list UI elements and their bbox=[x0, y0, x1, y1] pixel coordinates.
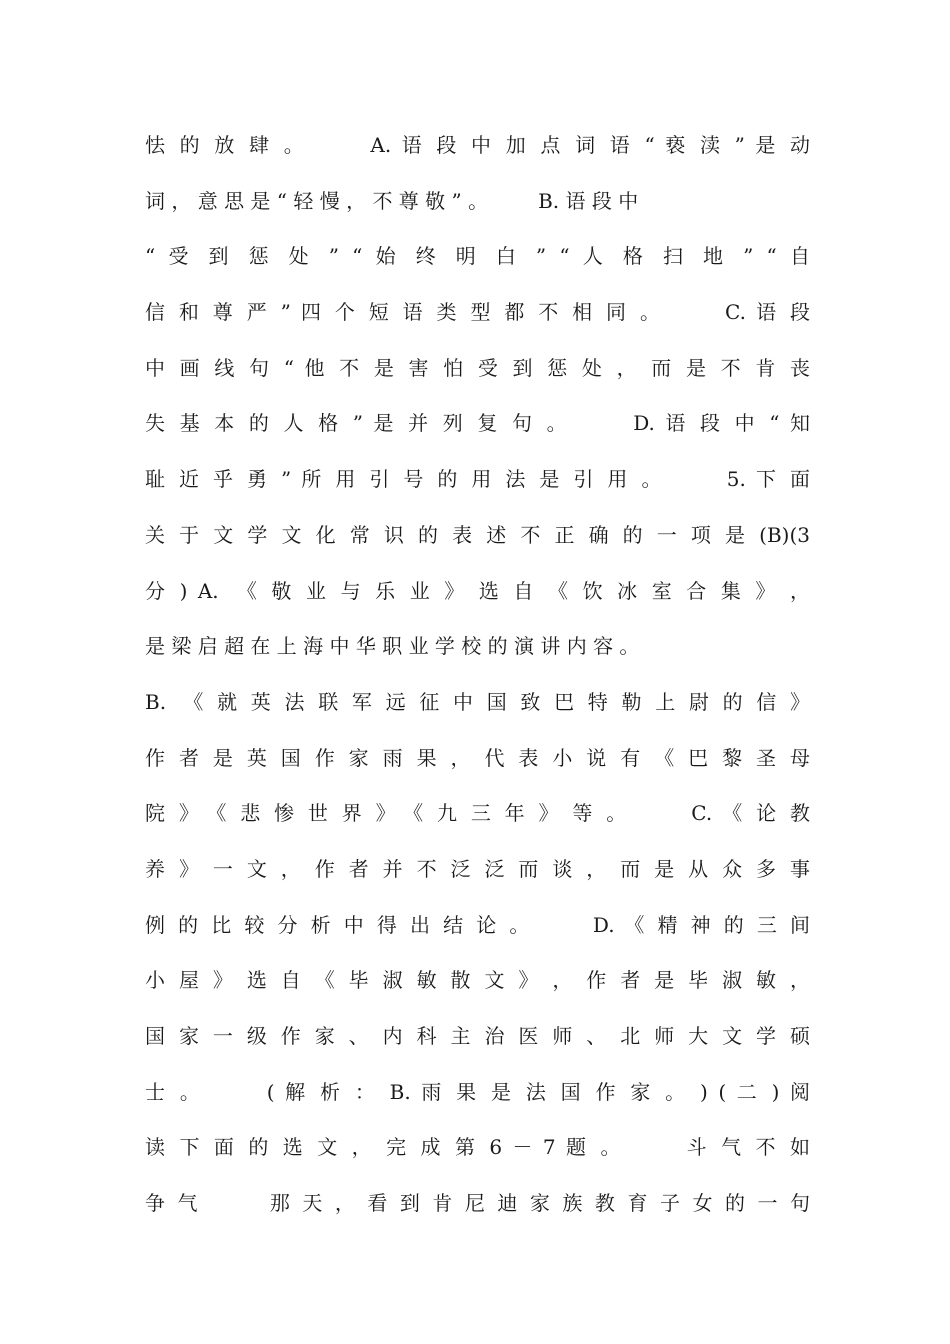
text-line: 读 下 面 的 选 文 ， 完 成 第 6 － 7 题 。 斗 气 不 如 bbox=[145, 1135, 810, 1160]
text-line: 例 的 比 较 分 析 中 得 出 结 论 。 D. 《 精 神 的 三 间 bbox=[145, 912, 810, 937]
text-line: 关 于 文 学 文 化 常 识 的 表 述 不 正 确 的 一 项 是 (B)(3 bbox=[145, 522, 810, 547]
text-line: B. 《 就 英 法 联 军 远 征 中 国 致 巴 特 勒 上 尉 的 信 》 bbox=[145, 689, 810, 714]
text-line: 小 屋 》 选 自 《 毕 淑 敏 散 文 》 ， 作 者 是 毕 淑 敏 ， bbox=[145, 968, 810, 993]
text-line: 耻 近 乎 勇 ” 所 用 引 号 的 用 法 是 引 用 。 5. 下 面 bbox=[145, 467, 810, 492]
text-line: 争 气 那 天 ， 看 到 肯 尼 迪 家 族 教 育 子 女 的 一 句 bbox=[145, 1191, 810, 1216]
text-line: 作 者 是 英 国 作 家 雨 果 ， 代 表 小 说 有 《 巴 黎 圣 母 bbox=[145, 745, 810, 770]
document-text-body bbox=[145, 118, 810, 1232]
text-line: 院 》 《 悲 惨 世 界 》 《 九 三 年 》 等 。 C. 《 论 教 bbox=[145, 801, 810, 826]
text-line: 士 。 ( 解 析 ： B. 雨 果 是 法 国 作 家 。 ) ( 二 ) 阅 bbox=[145, 1079, 810, 1104]
text-line: 中 画 线 句 “ 他 不 是 害 怕 受 到 惩 处 ， 而 是 不 肯 丧 bbox=[145, 355, 810, 380]
text-line: 养 》 一 文 ， 作 者 并 不 泛 泛 而 谈 ， 而 是 从 众 多 事 bbox=[145, 856, 810, 881]
text-line: 国 家 一 级 作 家 、 内 科 主 治 医 师 、 北 师 大 文 学 硕 bbox=[145, 1024, 810, 1048]
text-line: 怯 的 放 肆 。 A. 语 段 中 加 点 词 语 “ 亵 渎 ” 是 动 bbox=[145, 133, 810, 157]
text-line: “ 受 到 惩 处 ” “ 始 终 明 白 ” “ 人 格 扫 地 ” “ 自 bbox=[145, 244, 810, 269]
text-line: 信 和 尊 严 ” 四 个 短 语 类 型 都 不 相 同 。 C. 语 段 bbox=[145, 300, 810, 325]
text-line: 词 ， 意 思 是 “ 轻 慢 ， 不 尊 敬 ” 。 B. 语 段 中 bbox=[145, 188, 639, 213]
text-line: 失 基 本 的 人 格 ” 是 并 列 复 句 。 D. 语 段 中 “ 知 bbox=[145, 411, 810, 436]
text-line: 分 ) A. 《 敬 业 与 乐 业 》 选 自 《 饮 冰 室 合 集 》 ， bbox=[145, 578, 810, 603]
text-line: 是 梁 启 超 在 上 海 中 华 职 业 学 校 的 演 讲 内 容 。 bbox=[145, 634, 640, 659]
